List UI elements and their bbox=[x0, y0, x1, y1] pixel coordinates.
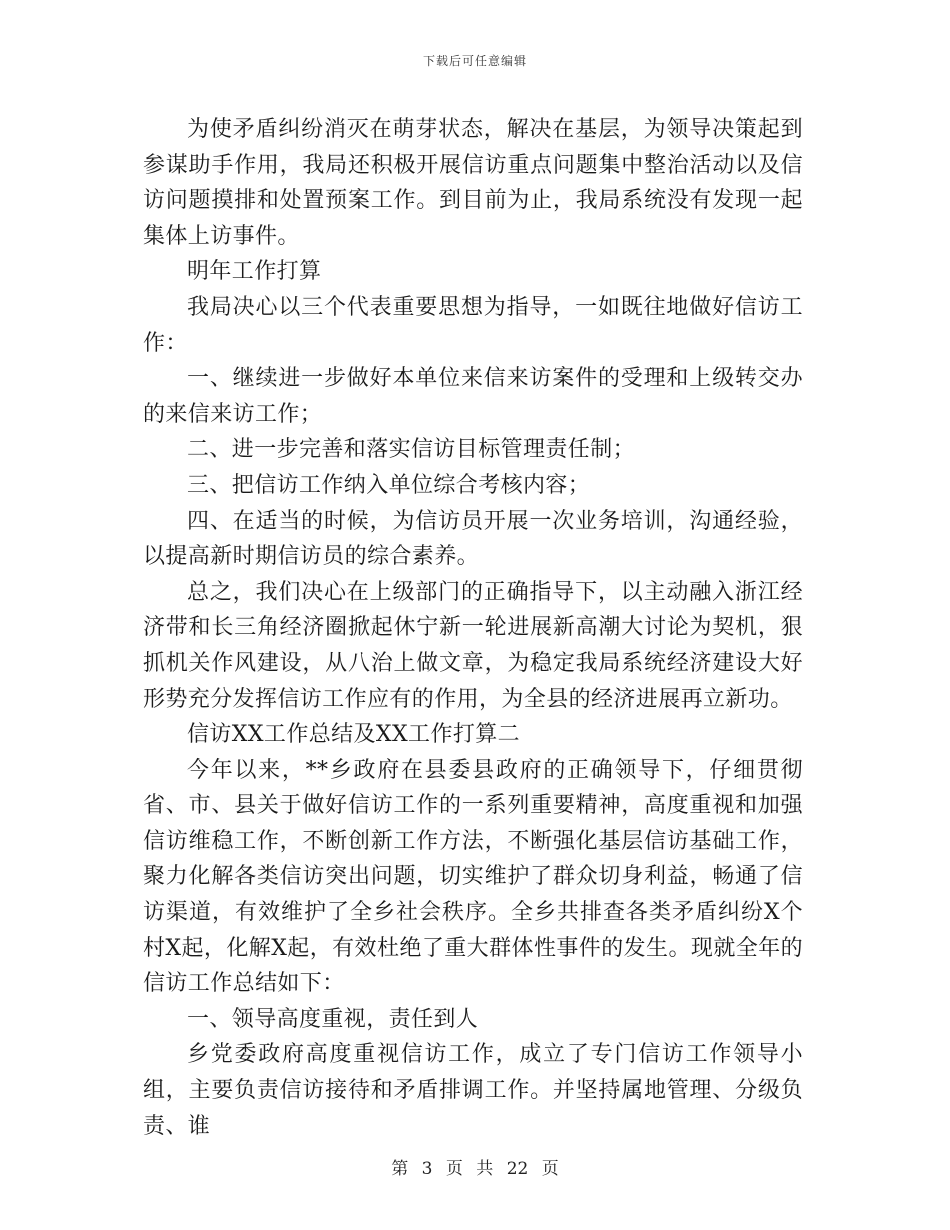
page-footer bbox=[0, 1154, 950, 1179]
paragraph: 今年以来，**乡政府在县委县政府的正确领导下，仔细贯彻省、市、县关于做好信访工作的一系列重要精神，高度重视和加强信访维稳工作，不断创新工作方法，不断强化基层信访基础工作，聚力化解各类信访突出问题，切实维护了群众切身利益，畅通了信访渠道，有效维护了全乡社会秩序。全乡共排查各类矛盾纠纷X个村X起，化解X起，有效杜绝了重大群体性事件的发生。现就全年的信访工作总结如下： bbox=[143, 757, 803, 997]
paragraph: 乡党委政府高度重视信访工作，成立了专门信访工作领导小组，主要负责信访接待和矛盾排调工作。并坚持属地管理、分级负责、谁 bbox=[143, 1042, 803, 1139]
document-body bbox=[143, 112, 803, 1144]
page-label-suffix: 页 bbox=[541, 1159, 559, 1179]
list-item: 四、在适当的时候，为信访员开展一次业务培训，沟通经验，以提高新时期信访员的综合素养。 bbox=[143, 508, 803, 570]
page-label-total-prefix: 共 bbox=[476, 1159, 494, 1179]
page-header-note: 下载后可任意编辑 bbox=[422, 54, 527, 68]
list-item: 一、继续进一步做好本单位来信来访案件的受理和上级转交办的来信来访工作； bbox=[143, 366, 803, 427]
paragraph: 总之，我们决心在上级部门的正确指导下，以主动融入浙江经济带和长三角经济圈掀起休宁新一轮进展新高潮大讨论为契机，狠抓机关作风建设，从八治上做文章，为稳定我局系统经济建设大好形势充分发挥信访工作应有的作用，为全县的经济进展再立新功。 bbox=[143, 579, 803, 712]
current-page-number: 3 bbox=[421, 1159, 433, 1179]
paragraph: 我局决心以三个代表重要思想为指导，一如既往地做好信访工作： bbox=[143, 294, 803, 356]
section-heading: 一、领导高度重视，责任到人 bbox=[187, 1006, 479, 1032]
total-pages-number: 22 bbox=[506, 1159, 529, 1179]
list-item: 二、进一步完善和落实信访目标管理责任制； bbox=[187, 437, 636, 463]
list-item: 三、把信访工作纳入单位综合考核内容； bbox=[187, 472, 591, 498]
page-label-prefix: 第 bbox=[391, 1159, 409, 1179]
section-heading: 信访XX工作总结及XX工作打算二 bbox=[187, 722, 521, 748]
page-label-unit: 页 bbox=[445, 1159, 463, 1179]
section-heading: 明年工作打算 bbox=[187, 259, 322, 285]
paragraph: 为使矛盾纠纷消灭在萌芽状态，解决在基层，为领导决策起到参谋助手作用，我局还积极开展信访重点问题集中整治活动以及信访问题摸排和处置预案工作。到目前为止，我局系统没有发现一起集体上访事件。 bbox=[143, 117, 803, 249]
